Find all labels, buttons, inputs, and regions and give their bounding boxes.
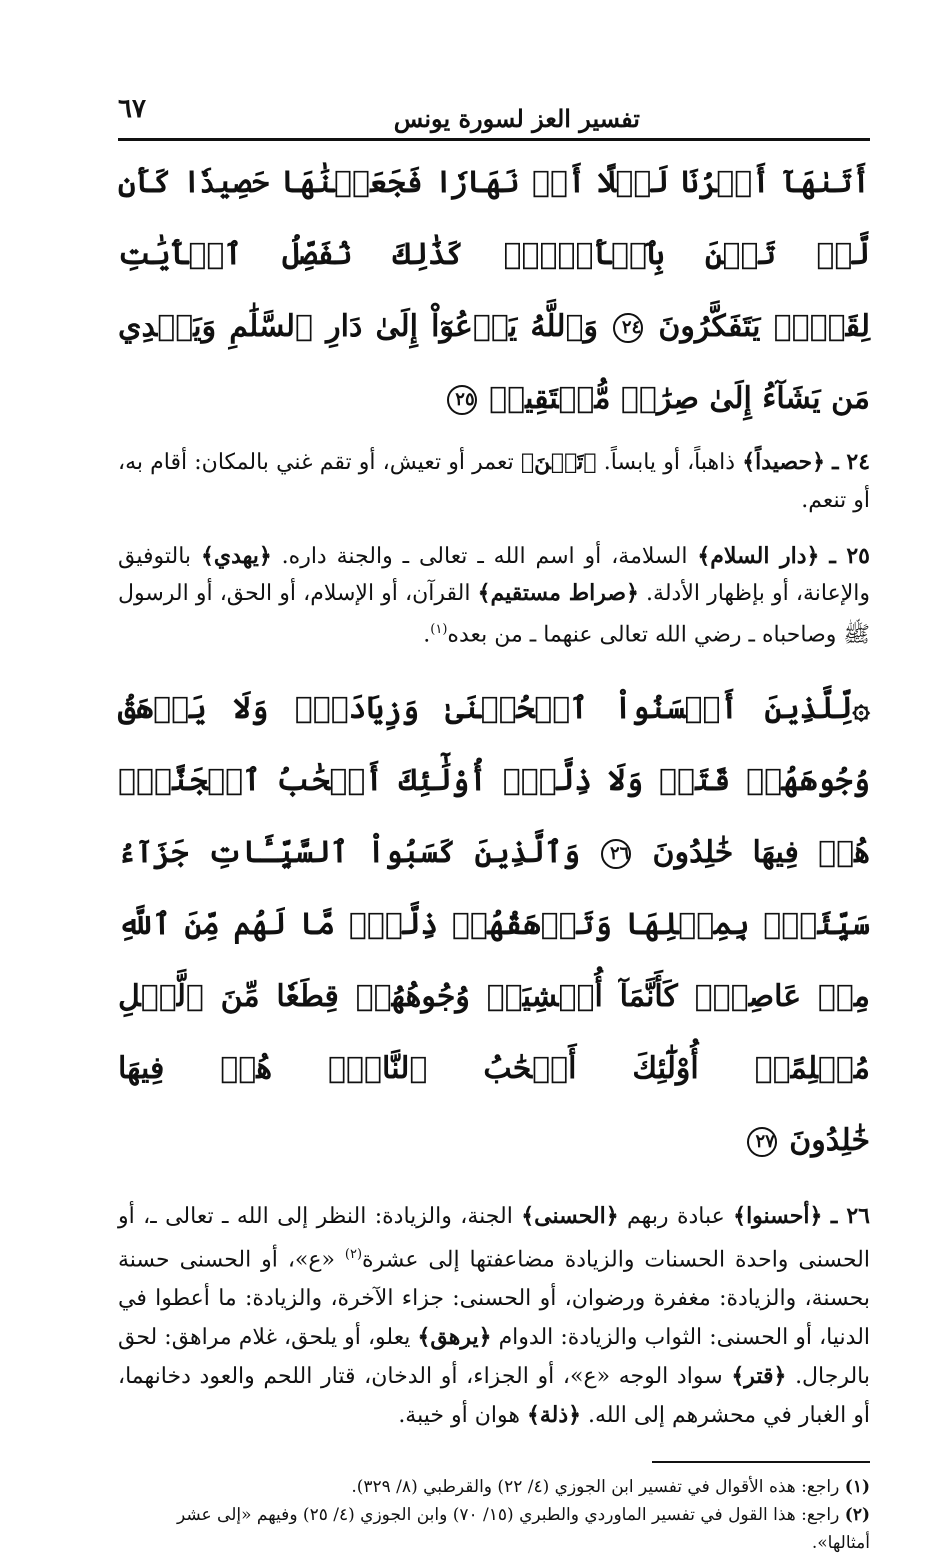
verse-line (118, 817, 870, 961)
keyword: ﴿دار السلام﴾ (697, 543, 820, 569)
verse-text: هُمۡ فِيهَا خَٰلِدُونَ (652, 835, 870, 871)
keyword: ﴿أحسنوا﴾ (733, 1203, 823, 1230)
ayah-number-marker: ٢٦ (601, 839, 631, 869)
commentary-number: ٢٥ ـ (829, 543, 870, 569)
ayah-number-marker: ٢٤ (613, 313, 643, 343)
commentary-text: عبادة ربهم (627, 1204, 725, 1230)
commentary-text: «ع»، أو الحسنى حسنة بحسنة، والزيادة: مغفرة ورضوان، أو الحسنى: جزاء الآخرة، والزيادة: ما أعطوا في الدنيا، أو الحسنى: الثواب والزيادة: الدوام (118, 1247, 871, 1350)
commentary-text: سواد الوجه «ع»، أو الجزاء، أو الدخان، قتار اللحم والعود دخانهما، أو الغبار في محشرهم إلى الله. (118, 1363, 870, 1428)
ayah-number-marker: ٢٥ (447, 385, 477, 415)
keyword: ﴿صراط مستقيم﴾ (477, 580, 639, 606)
commentary-text: بالتوفيق والإعانة، أو بإظهار الأدلة. (118, 544, 870, 606)
commentary-number: ٢٤ ـ (832, 449, 871, 475)
footnote (118, 1473, 870, 1501)
keyword: ﴿حصيداً﴾ (742, 449, 825, 475)
footnotes (118, 1473, 870, 1557)
footnote-separator (652, 1461, 870, 1463)
ayah-number-marker: ٢٧ (747, 1127, 777, 1157)
punctuation: . (423, 622, 431, 648)
keyword: ﴿ذلة﴾ (526, 1401, 582, 1428)
page-header (118, 82, 870, 141)
verse-text: وَٱللَّهُ يَدۡعُوٓاْ إِلَىٰ دَارِ ٱلسَّلَٰمِ وَيَهۡدِي مَن يَشَآءُ إِلَىٰ صِرَٰطٖ مُّسۡتَقِيمٖ (118, 309, 870, 416)
verse-text: لِقَوۡمٖ يَتَفَكَّرُونَ (658, 309, 871, 344)
keyword: ﴿تَغۡنَ﴾ (520, 449, 597, 475)
verse-line: أَتَىٰهَآ أَمۡرُنَا لَيۡلًا أَوۡ نَهَارٗا فَجَعَلۡنَٰهَا حَصِيدٗا كَأَن لَّمۡ تَغۡنَ بِٱلۡأَمۡسِۚ كَذَٰلِكَ نُفَصِّلُ ٱلۡأٓيَٰتِ (118, 165, 870, 272)
keyword: ﴿يرهق﴾ (417, 1323, 492, 1350)
footnote-number: (١) (844, 1476, 870, 1497)
verse-line (118, 291, 870, 435)
page-number: ٦٧ (118, 94, 146, 124)
keyword: ﴿يهدي﴾ (200, 543, 272, 569)
commentary-text: ذاهباً، أو يابساً. (603, 450, 736, 475)
keyword: ﴿قتر﴾ (731, 1362, 787, 1389)
footnote-text: راجع: هذه الأقوال في تفسير ابن الجوزي (٤/ ٢٢) والقرطبي (٨/ ٣٢٩). (351, 1476, 840, 1497)
keyword: ﴿الحسنى﴾ (521, 1203, 619, 1230)
verse-line (118, 1105, 870, 1177)
quran-verses-24-25 (118, 147, 870, 435)
verse-line: ۞لِّلَّذِينَ أَحۡسَنُواْ ٱلۡحُسۡنَىٰ وَزِيَادَةٞۖ وَلَا يَرۡهَقُ وُجُوهَهُمۡ قَتَرٞ وَلَا ذِلَّةٌۚ أُوْلَٰٓئِكَ أَصۡحَٰبُ ٱلۡجَنَّةِۖ (118, 691, 870, 799)
commentary-text: السلامة، أو اسم الله ـ تعالى ـ والجنة داره. (281, 544, 688, 569)
footnote (118, 1501, 870, 1557)
footnote-reference[interactable]: (٢) (344, 1247, 363, 1263)
commentary-text: يعلو، أو يلحق، غلام مراهق: لحق بالرجال. (118, 1324, 871, 1389)
page-title: تفسير العز لسورة يونس (393, 104, 640, 133)
commentary-25 (118, 538, 870, 653)
commentary-number: ٢٦ ـ (830, 1203, 870, 1230)
verse-text: خَٰلِدُونَ (789, 1123, 870, 1159)
footnote-reference[interactable]: (١) (430, 622, 448, 637)
verse-line: مِنۡ عَاصِمٖۖ كَأَنَّمَآ أُغۡشِيَتۡ وُجُوهُهُمۡ قِطَعٗا مِّنَ ٱلَّيۡلِ مُظۡلِمًاۚ أُوْلَٰٓئِكَ أَصۡحَٰبُ ٱلنَّارِۖ هُمۡ فِيهَا (118, 979, 870, 1087)
commentary-text: تعمر أو تعيش، أو تقم غني بالمكان: أقام به، أو تنعم. (118, 450, 870, 513)
commentary-text: الجنة، والزيادة: النظر إلى الله ـ تعالى ـ، أو الحسنى واحدة الحسنات والزيادة مضاعفتها إلى عشرة (118, 1204, 870, 1273)
footnote-text: راجع: هذا القول في تفسير الماوردي والطبري (١٥/ ٧٠) وابن الجوزي (٤/ ٢٥) وفيهم «إلى عشر أمثالها». (176, 1504, 870, 1553)
verse-text: وَٱلَّذِينَ كَسَبُواْ ٱلسَّيِّـَٔاتِ جَزَآءُ سَيِّئَةِۭ بِمِثۡلِهَا وَتَرۡهَقُهُمۡ ذِلَّةٞۖ مَّا لَهُم مِّنَ ٱللَّهِ (118, 835, 870, 943)
commentary-text: هوان أو خيبة. (398, 1402, 520, 1428)
commentary-text: القرآن، أو الإسلام، أو الحق، أو الرسول ﷺ وصاحباه ـ رضي الله تعالى عنهما ـ من بعده (118, 581, 870, 648)
footnote-number: (٢) (844, 1504, 870, 1525)
quran-verses-26-27 (118, 673, 870, 1177)
book-page (118, 82, 870, 1557)
commentary-24 (118, 443, 870, 520)
commentary-26 (118, 1197, 870, 1434)
